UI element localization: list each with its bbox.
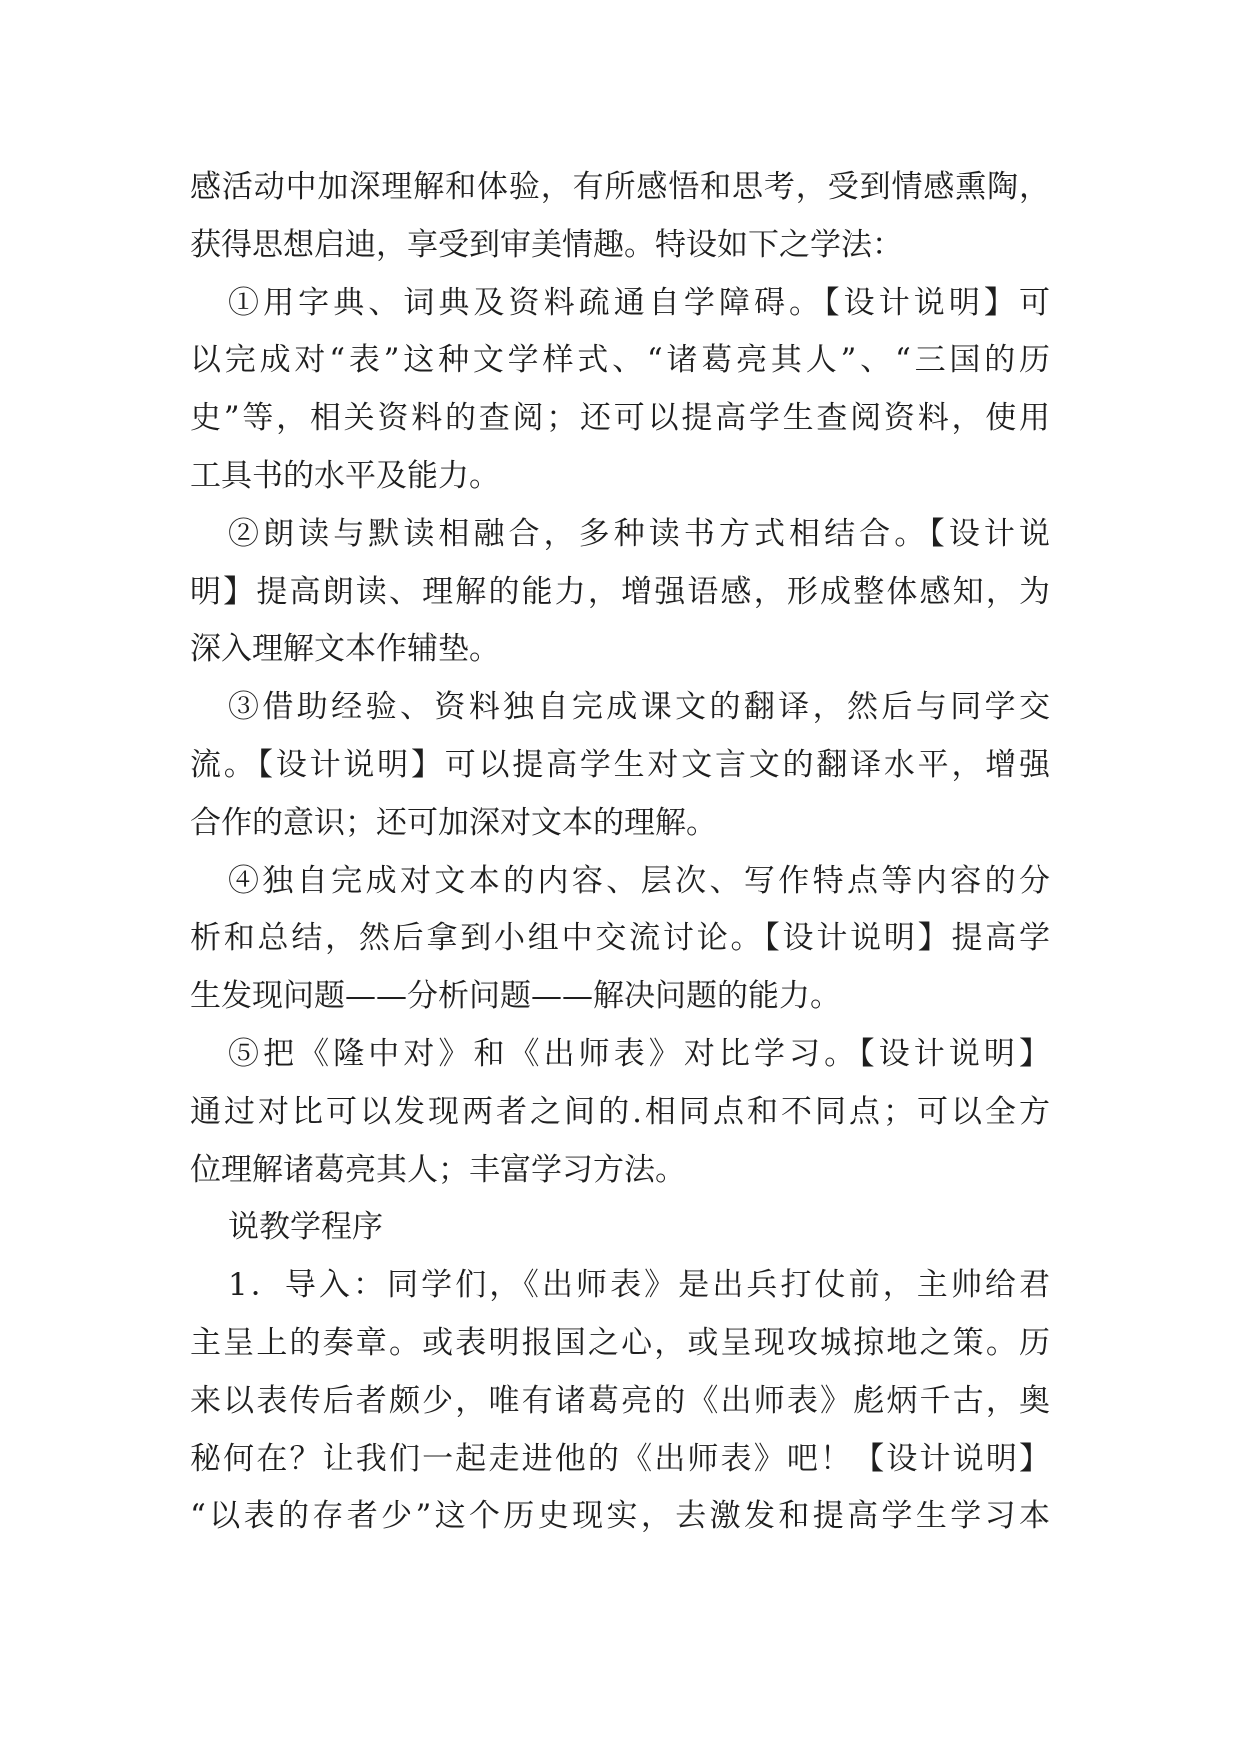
paragraph-introduction [190, 1257, 1050, 1546]
text-line: 明】提高朗读、理解的能力，增强语感，形成整体感知，为 [190, 573, 1050, 610]
text-line: ④独自完成对文本的内容、层次、写作特点等内容的分 [228, 862, 1050, 899]
paragraph-method-4 [190, 853, 1050, 1026]
text-line: 通过对比可以发现两者之间的.相同点和不同点；可以全方 [190, 1093, 1050, 1130]
document-body [190, 159, 1050, 1546]
section-heading [190, 1199, 1050, 1257]
text-line: 深入理解文本作辅垫。 [190, 631, 500, 668]
text-line: 位理解诸葛亮其人；丰富学习方法。 [190, 1151, 686, 1188]
text-line: 来以表传后者颇少，唯有诸葛亮的《出师表》彪炳千古，奥 [190, 1382, 1050, 1419]
text-line: 感活动中加深理解和体验，有所感悟和思考，受到情感熏陶， [190, 169, 1050, 205]
paragraph-method-3 [190, 679, 1050, 852]
text-line: 获得思想启迪，享受到审美情趣。特设如下之学法： [190, 226, 903, 263]
paragraph-continuation [190, 159, 1050, 275]
text-line: 主呈上的奏章。或表明报国之心，或呈现攻城掠地之策。历 [190, 1324, 1050, 1361]
text-line: ⑤把《隆中对》和《出师表》对比学习。【设计说明】 [228, 1035, 1050, 1072]
text-line: 秘何在？让我们一起走进他的《出师表》吧！【设计说明】 [190, 1440, 1050, 1477]
paragraph-method-2 [190, 506, 1050, 679]
text-line: ①用字典、词典及资料疏通自学障碍。【设计说明】可 [228, 284, 1050, 321]
paragraph-method-1 [190, 275, 1050, 506]
text-line: 析和总结，然后拿到小组中交流讨论。【设计说明】提高学 [190, 920, 1050, 957]
text-line: 合作的意识；还可加深对文本的理解。 [190, 804, 717, 841]
text-line: 以完成对“表”这种文学样式、“诸葛亮其人”、“三国的历 [190, 342, 1050, 379]
text-line: 生发现问题——分析问题——解决问题的能力。 [190, 978, 841, 1015]
paragraph-method-5 [190, 1026, 1050, 1199]
text-line: 1．导入：同学们，《出师表》是出兵打仗前，主帅给君 [228, 1267, 1050, 1304]
text-line: “以表的存者少”这个历史现实，去激发和提高学生学习本 [190, 1498, 1050, 1535]
text-line: 流。【设计说明】可以提高学生对文言文的翻译水平，增强 [190, 746, 1050, 783]
heading-line: 说教学程序 [228, 1209, 383, 1246]
text-line: ③借助经验、资料独自完成课文的翻译，然后与同学交 [228, 689, 1050, 726]
text-line: 史”等，相关资料的查阅；还可以提高学生查阅资料，使用 [190, 400, 1050, 437]
text-line: ②朗读与默读相融合，多种读书方式相结合。【设计说 [228, 515, 1050, 552]
text-line: 工具书的水平及能力。 [190, 457, 500, 494]
